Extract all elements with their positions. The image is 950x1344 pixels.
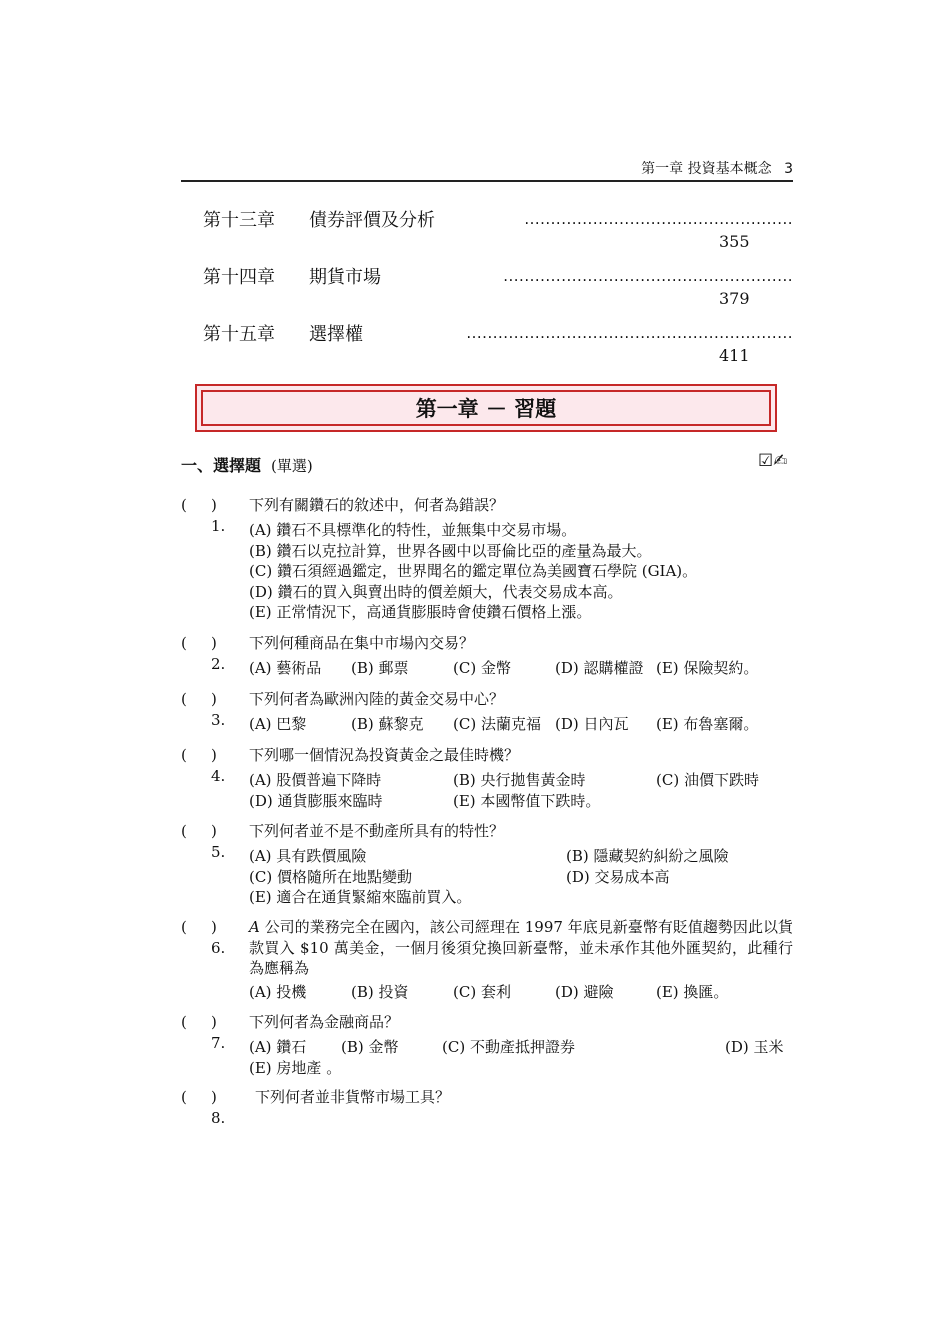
- toc-chapter: 第十四章: [203, 267, 275, 288]
- option-a: (A) 鑽石: [249, 1038, 307, 1056]
- question-stem: 下列何者並不是不動產所具有的特性？: [249, 822, 505, 840]
- question-1-options: [249, 520, 794, 624]
- option-d: (D) 認購權證: [555, 659, 644, 677]
- question-stem: 下列何者為金融商品？: [249, 1013, 400, 1031]
- option-c: (C) 法蘭克福: [453, 715, 541, 733]
- question-stem: 下列哪一個情況為投資黃金之最佳時機？: [249, 746, 520, 764]
- banner-title: 第一章 － 習題: [201, 390, 771, 426]
- company-letter: A: [249, 918, 260, 936]
- question-number: 4.: [211, 766, 226, 785]
- answer-paren-close: ): [211, 746, 217, 764]
- answer-paren-open[interactable]: (: [181, 918, 187, 936]
- option-c: (C) 套利: [453, 983, 511, 1001]
- option-b: (B) 隱藏契約糾紛之風險: [566, 847, 729, 865]
- option-d: (D) 避險: [555, 983, 614, 1001]
- option-b: (B) 蘇黎克: [351, 715, 424, 733]
- toc-entry[interactable]: [203, 320, 793, 376]
- answer-paren-close: ): [211, 1088, 217, 1106]
- option-a: (A) 藝術品: [249, 659, 322, 677]
- toc-entry[interactable]: [203, 206, 793, 262]
- answer-paren-close: ): [211, 496, 217, 514]
- answer-paren-open[interactable]: (: [181, 1013, 187, 1031]
- checkbox-pencil-icon: ☑✍: [758, 451, 788, 471]
- question-2-options: [249, 658, 794, 680]
- question-stem: 下列有關鑽石的敘述中，何者為錯誤？: [249, 496, 505, 514]
- option-b: (B) 投資: [351, 983, 409, 1001]
- answer-paren-close: ): [211, 822, 217, 840]
- running-header: [181, 158, 793, 182]
- option-a: (A) 鑽石不具標準化的特性，並無集中交易市場。: [249, 521, 577, 539]
- toc-title: 選擇權: [309, 324, 363, 345]
- answer-paren-open[interactable]: (: [181, 822, 187, 840]
- option-b: (B) 郵票: [351, 659, 409, 677]
- question-number: 3.: [211, 710, 226, 729]
- option-a: (A) 巴黎: [249, 715, 307, 733]
- answer-paren-close: ): [211, 918, 217, 936]
- option-b: (B) 鑽石以克拉計算，世界各國中以哥倫比亞的產量為最大。: [249, 541, 652, 560]
- option-d: (D) 日內瓦: [555, 715, 629, 733]
- option-d: (D) 鑽石的買入與賣出時的價差頗大，代表交易成本高。: [249, 582, 623, 601]
- toc-chapter: 第十五章: [203, 324, 275, 345]
- answer-paren-close: ): [211, 634, 217, 652]
- question-stem: [249, 917, 793, 979]
- answer-paren-close: ): [211, 1013, 217, 1031]
- question-number: 7.: [211, 1033, 226, 1052]
- option-a: (A) 投機: [249, 983, 307, 1001]
- question-4-options: [249, 770, 794, 812]
- toc-leader-dots: ...................................................: [524, 210, 793, 228]
- option-b: (B) 金幣: [341, 1038, 399, 1056]
- question-7-options: [249, 1037, 794, 1079]
- question-number: 5.: [211, 842, 226, 861]
- option-a: (A) 具有跌價風險: [249, 847, 367, 865]
- question-6-options: [249, 982, 794, 1004]
- toc-leader-dots: ..............................................................: [466, 324, 793, 342]
- option-c: (C) 不動產抵押證券: [442, 1038, 575, 1056]
- toc-title: 期貨市場: [309, 267, 381, 288]
- option-a: (A) 股價普遍下降時: [249, 771, 382, 789]
- section-title: 一、選擇題: [181, 456, 262, 475]
- question-3-options: [249, 714, 794, 736]
- toc-title: 債券評價及分析: [309, 210, 435, 231]
- toc-entry[interactable]: [203, 263, 793, 319]
- toc-leader-dots: .......................................................: [503, 267, 793, 285]
- question-stem: 下列何者並非貨幣市場工具？: [255, 1088, 451, 1106]
- option-c: (C) 鑽石須經過鑑定，世界聞名的鑑定單位為美國寶石學院 (GIA)。: [249, 562, 698, 580]
- option-c: (C) 油價下跌時: [656, 771, 759, 789]
- question-number: 1.: [211, 516, 226, 535]
- section-note: (單選): [271, 457, 313, 475]
- option-c: (C) 金幣: [453, 659, 511, 677]
- option-e: (E) 正常情況下，高通貨膨脹時會使鑽石價格上漲。: [249, 603, 592, 621]
- option-d: (D) 通貨膨脹來臨時: [249, 791, 383, 810]
- question-stem: 下列何種商品在集中市場內交易？: [249, 634, 475, 652]
- toc-page: 355: [719, 232, 750, 251]
- question-number: 6.: [211, 938, 226, 957]
- option-e: (E) 保險契約。: [656, 659, 759, 677]
- option-e: (E) 適合在通貨緊縮來臨前買入。: [249, 888, 472, 906]
- question-number: 2.: [211, 654, 226, 673]
- header-chapter: 第一章 投資基本概念: [641, 161, 772, 177]
- option-e: (E) 房地產 。: [249, 1058, 342, 1077]
- answer-paren-close: ): [211, 690, 217, 708]
- chapter-exercise-banner: [195, 384, 777, 432]
- option-d: (D) 玉米: [725, 1038, 784, 1056]
- answer-paren-open[interactable]: (: [181, 1088, 187, 1106]
- toc-page: 411: [719, 346, 750, 365]
- question-number: 8.: [211, 1108, 226, 1127]
- option-c: (C) 價格隨所在地點變動: [249, 867, 412, 886]
- answer-paren-open[interactable]: (: [181, 746, 187, 764]
- option-e: (E) 換匯。: [656, 983, 729, 1001]
- option-d: (D) 交易成本高: [566, 867, 670, 886]
- toc-page: 379: [719, 289, 750, 308]
- header-page-number: 3: [784, 161, 793, 177]
- section-heading: [181, 453, 313, 476]
- option-b: (B) 央行拋售黃金時: [453, 771, 586, 789]
- question-stem-text: 公司的業務完全在國內，該公司經理在 1997 年底見新臺幣有貶值趨勢因此以貨款買入 $10 萬美金，一個月後須兌換回新臺幣，並未承作其他外匯契約，此種行為應稱為: [249, 918, 793, 977]
- toc-chapter: 第十三章: [203, 210, 275, 231]
- option-e: (E) 本國幣值下跌時。: [453, 791, 601, 810]
- answer-paren-open[interactable]: (: [181, 634, 187, 652]
- question-stem: 下列何者為歐洲內陸的黃金交易中心？: [249, 690, 505, 708]
- option-e: (E) 布魯塞爾。: [656, 715, 759, 733]
- question-5-options: [249, 846, 794, 910]
- answer-paren-open[interactable]: (: [181, 496, 187, 514]
- answer-paren-open[interactable]: (: [181, 690, 187, 708]
